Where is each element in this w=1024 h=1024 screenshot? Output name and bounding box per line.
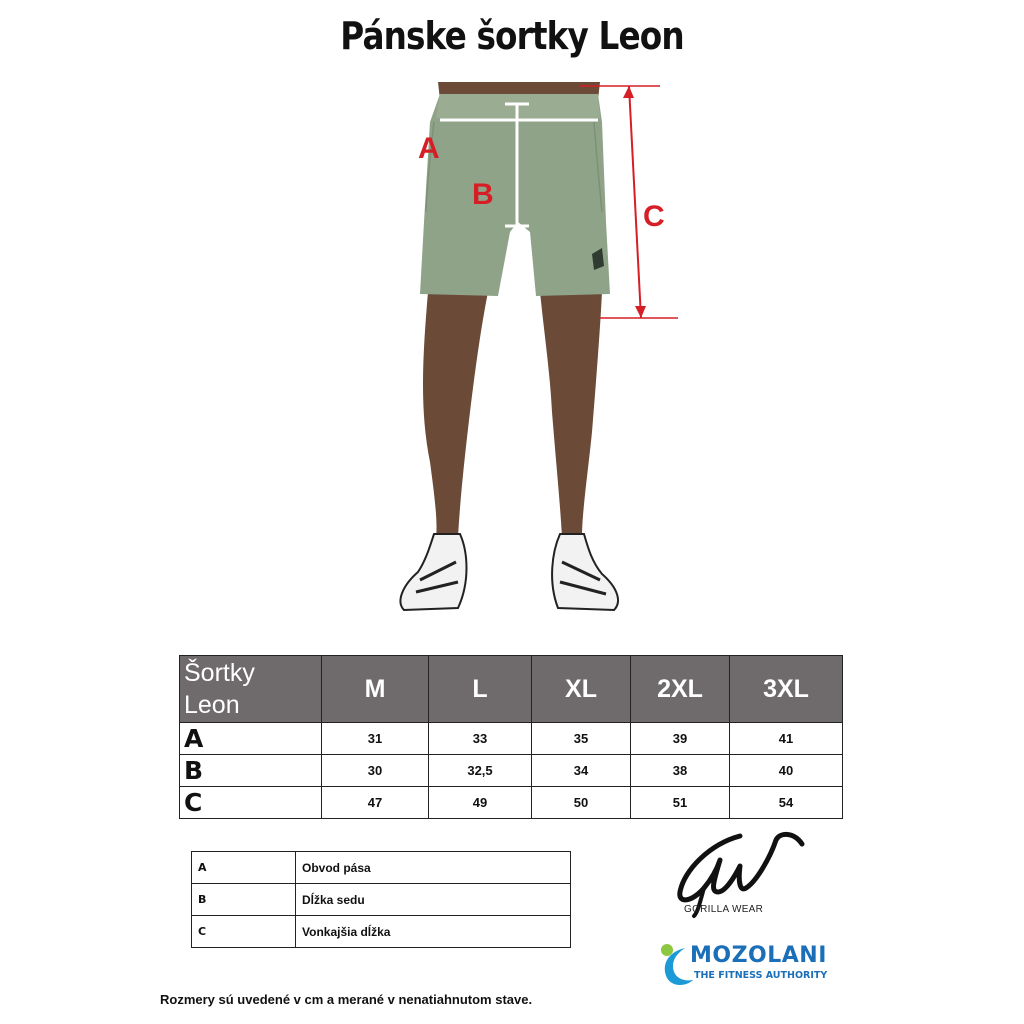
legend-key: B [192, 884, 296, 916]
size-header-xl: XL [532, 656, 631, 723]
gorilla-wear-text: GORILLA WEAR [684, 904, 764, 915]
row-label: B [180, 755, 322, 787]
page-title: Pánske šortky Leon [340, 14, 684, 58]
mozolani-tagline: THE FITNESS AUTHORITY [694, 970, 828, 981]
table-cell: 41 [730, 723, 843, 755]
table-cell: 30 [322, 755, 429, 787]
size-header-row [180, 656, 843, 723]
legend-description: Vonkajšia dĺžka [296, 916, 571, 948]
table-cell: 38 [631, 755, 730, 787]
table-cell: 47 [322, 787, 429, 819]
table-row [180, 787, 843, 819]
size-table [179, 655, 843, 819]
right-leg [540, 292, 602, 537]
mozolani-name: MOZOLANI [690, 943, 827, 968]
table-cell: 49 [429, 787, 532, 819]
table-cell: 33 [429, 723, 532, 755]
legend-row [192, 884, 571, 916]
table-cell: 51 [631, 787, 730, 819]
measurement-footnote: Rozmery sú uvedené v cm a merané v nenatiahnutom stave. [160, 992, 533, 1007]
table-corner-label: Šortky Leon [180, 656, 322, 723]
table-cell: 32,5 [429, 755, 532, 787]
legend-key: A [192, 852, 296, 884]
left-leg [423, 292, 488, 537]
dimension-label-c: C [643, 200, 665, 233]
dimension-label-b: B [472, 178, 494, 211]
row-label: C [180, 787, 322, 819]
size-header-l: L [429, 656, 532, 723]
legend-description: Dĺžka sedu [296, 884, 571, 916]
table-row [180, 723, 843, 755]
table-cell: 34 [532, 755, 631, 787]
row-label: A [180, 723, 322, 755]
shorts-figure [330, 82, 710, 622]
size-header-m: M [322, 656, 429, 723]
table-cell: 35 [532, 723, 631, 755]
legend-row [192, 916, 571, 948]
legend-key: C [192, 916, 296, 948]
dimension-label-a: A [418, 132, 440, 165]
size-header-3xl: 3XL [730, 656, 843, 723]
table-cell: 54 [730, 787, 843, 819]
table-cell: 50 [532, 787, 631, 819]
legend-row [192, 852, 571, 884]
size-header-2xl: 2XL [631, 656, 730, 723]
table-cell: 31 [322, 723, 429, 755]
table-row [180, 755, 843, 787]
table-cell: 39 [631, 723, 730, 755]
measurement-legend [191, 851, 571, 948]
shorts-body [420, 94, 610, 296]
legend-description: Obvod pása [296, 852, 571, 884]
table-cell: 40 [730, 755, 843, 787]
shorts-illustration [330, 82, 710, 622]
